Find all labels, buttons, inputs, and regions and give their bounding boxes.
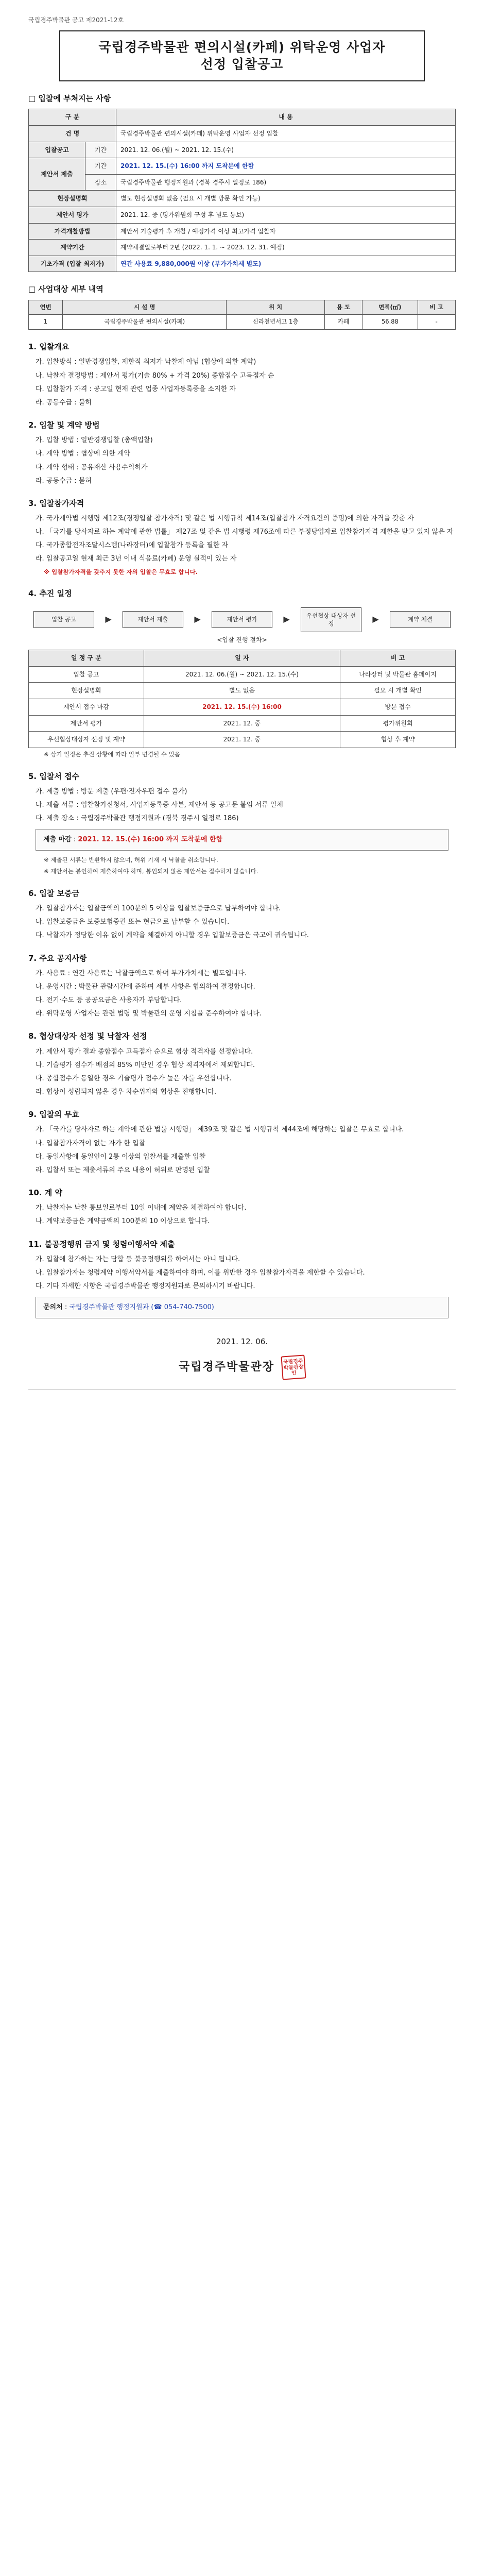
section-8-para: 나. 기술평가 점수가 배점의 85% 미만인 경우 협상 적격자에서 제외합니다. <box>36 1061 255 1069</box>
schedule-cell: 2021. 12. 15.(수) 16:00 <box>144 699 340 715</box>
overview-label: 가격개찰방법 <box>29 223 116 240</box>
overview-heading: □ 입찰에 부쳐지는 사항 <box>28 94 111 104</box>
overview-sub: 기간 <box>85 158 116 175</box>
section-9-para: 나. 입찰참가자격이 없는 자가 한 입찰 <box>36 1139 146 1147</box>
flow-step: 제안서 평가 <box>212 611 272 628</box>
schedule-cell: 2021. 12. 중 <box>144 732 340 748</box>
facility-cell: 56.88 <box>362 315 418 330</box>
section-3-note: ※ 입찰참가자격을 갖추지 못한 자의 입찰은 무효로 합니다. <box>44 568 198 575</box>
section-1-para: 나. 낙찰자 결정방법 : 제안서 평가(기술 80% + 가격 20%) 종합점수 고득점자 순 <box>36 371 274 380</box>
schedule-cell: 별도 없음 <box>144 683 340 699</box>
flow-step: 제안서 제출 <box>123 611 183 628</box>
section-5-para: 다. 제출 장소 : 국립경주박물관 행정지원과 (경북 경주시 일정로 186) <box>36 815 239 823</box>
section-2-heading: 2. 입찰 및 계약 방법 <box>28 420 100 430</box>
section-9-heading: 9. 입찰의 무효 <box>28 1110 80 1120</box>
flow-caption: <입찰 진행 절차> <box>217 636 267 643</box>
title-line-2: 선정 입찰공고 <box>200 57 284 72</box>
section-11-para: 다. 기타 자세한 사항은 국립경주박물관 행정지원과로 문의하시기 바랍니다. <box>36 1282 255 1291</box>
deadline-box: 제출 마감 : 2021. 12. 15.(수) 16:00 까지 도착분에 한함 <box>36 829 448 851</box>
section-7-para: 나. 운영시간 : 박물관 관람시간에 준하며 세부 사항은 협의하여 결정합니다. <box>36 983 255 991</box>
schedule-cell: 제안서 평가 <box>29 715 144 732</box>
schedule-table <box>28 650 456 748</box>
overview-value: 2021. 12. 06.(월) ~ 2021. 12. 15.(수) <box>116 142 456 158</box>
section-5-para: 가. 제출 방법 : 방문 제출 (우편·전자우편 접수 불가) <box>36 787 187 795</box>
facility-col: 연번 <box>29 300 63 315</box>
overview-value: 2021. 12. 중 (평가위원회 구성 후 별도 통보) <box>116 207 456 223</box>
section-2-para: 라. 공동수급 : 불허 <box>36 477 92 485</box>
organization-name: 국립경주박물관장 <box>178 1360 275 1374</box>
schedule-cell: 방문 접수 <box>340 699 456 715</box>
section-2-para: 가. 입찰 방법 : 일반경쟁입찰 (총액입찰) <box>36 436 153 445</box>
section-10-heading: 10. 계 약 <box>28 1188 62 1198</box>
section-1-heading: 1. 입찰개요 <box>28 342 70 352</box>
facility-cell: 신라천년서고 1층 <box>227 315 325 330</box>
table-row <box>29 683 456 699</box>
schedule-cell: 나라장터 및 박물관 홈페이지 <box>340 666 456 683</box>
section-3-para: 다. 국가종합전자조달시스템(나라장터)에 입찰참가 등록을 필한 자 <box>36 541 229 550</box>
table-header-row <box>29 300 456 315</box>
schedule-cell: 2021. 12. 중 <box>144 715 340 732</box>
section-5-heading: 5. 입찰서 접수 <box>28 771 80 781</box>
deadline-label: 제출 마감 <box>43 836 72 844</box>
overview-label: 제안서 평가 <box>29 207 116 223</box>
arrow-right-icon: ▶ <box>372 614 379 624</box>
overview-value: 국립경주박물관 편의시설(카페) 위탁운영 사업자 선정 입찰 <box>116 125 456 142</box>
table-row <box>29 240 456 256</box>
schedule-cell: 입찰 공고 <box>29 666 144 683</box>
table-row <box>29 142 456 158</box>
facility-table <box>28 300 456 330</box>
schedule-col: 비 고 <box>340 650 456 667</box>
contact-value: 국립경주박물관 행정지원과 (☎ 054-740-7500) <box>69 1303 214 1312</box>
facility-heading: □ 사업대상 세부 내역 <box>28 284 103 294</box>
facility-col: 위 치 <box>227 300 325 315</box>
table-header-row <box>29 109 456 126</box>
schedule-cell: 우선협상대상자 선정 및 계약 <box>29 732 144 748</box>
schedule-cell: 평가위원회 <box>340 715 456 732</box>
overview-value: 별도 현장설명회 없음 (필요 시 개별 방문 확인 가능) <box>116 191 456 207</box>
section-7-para: 라. 위탁운영 사업자는 관련 법령 및 박물관의 운영 지침을 준수하여야 합니다. <box>36 1010 262 1018</box>
table-row <box>29 315 456 330</box>
section-8-para: 라. 협상이 성립되지 않을 경우 차순위자와 협상을 진행합니다. <box>36 1088 217 1096</box>
notice-number: 국립경주박물관 공고 제2021-12호 <box>28 16 124 24</box>
facility-cell: 국립경주박물관 편의시설(카페) <box>62 315 226 330</box>
page-title <box>65 39 419 74</box>
table-row <box>29 666 456 683</box>
facility-cell: - <box>418 315 456 330</box>
section-7-heading: 7. 주요 공지사항 <box>28 953 87 963</box>
title-line-1: 국립경주박물관 편의시설(카페) 위탁운영 사업자 <box>98 39 386 55</box>
flow-step: 우선협상 대상자 선정 <box>301 607 361 632</box>
section-11-heading: 11. 불공정행위 금지 및 청렴이행서약 제출 <box>28 1239 175 1249</box>
schedule-cell: 현장설명회 <box>29 683 144 699</box>
schedule-cell: 필요 시 개별 확인 <box>340 683 456 699</box>
section-1-para: 라. 공동수급 : 불허 <box>36 398 92 406</box>
arrow-right-icon: ▶ <box>194 614 201 624</box>
table-row <box>29 732 456 748</box>
section-8-heading: 8. 협상대상자 선정 및 낙찰자 선정 <box>28 1031 147 1041</box>
official-seal-icon: 국립경주 박물관장인 <box>281 1354 306 1380</box>
section-6-para: 가. 입찰참가자는 입찰금액의 100분의 5 이상을 입찰보증금으로 납부하여야 합니다. <box>36 905 281 913</box>
overview-sub: 기간 <box>85 142 116 158</box>
section-8-para: 다. 종합점수가 동일한 경우 기술평가 점수가 높은 자를 우선합니다. <box>36 1074 232 1082</box>
section-9-para: 다. 동일사항에 동일인이 2통 이상의 입찰서를 제출한 입찰 <box>36 1153 206 1161</box>
section-10-para: 나. 계약보증금은 계약금액의 100분의 10 이상으로 합니다. <box>36 1217 210 1226</box>
section-5-para: 나. 제출 서류 : 입찰참가신청서, 사업자등록증 사본, 제안서 등 공고문 붙임 서류 일체 <box>36 801 283 809</box>
facility-col: 면적(㎡) <box>362 300 418 315</box>
overview-value: 국립경주박물관 행정지원과 (경북 경주시 일정로 186) <box>116 174 456 191</box>
facility-cell: 1 <box>29 315 63 330</box>
table-row <box>29 191 456 207</box>
overview-value: 연간 사용료 9,880,000원 이상 (부가가치세 별도) <box>116 256 456 272</box>
section-4-heading: 4. 추진 일정 <box>28 589 72 599</box>
schedule-col: 일 자 <box>144 650 340 667</box>
flow-step: 입찰 공고 <box>33 611 94 628</box>
overview-label: 제안서 제출 <box>29 158 85 191</box>
schedule-col: 일 정 구 분 <box>29 650 144 667</box>
section-6-heading: 6. 입찰 보증금 <box>28 888 80 898</box>
schedule-cell: 2021. 12. 06.(월) ~ 2021. 12. 15.(수) <box>144 666 340 683</box>
overview-sub: 장소 <box>85 174 116 191</box>
section-5-note: ※ 제안서는 봉인하여 제출하여야 하며, 봉인되지 않은 제안서는 접수하지 않습니다. <box>44 868 258 875</box>
facility-col: 시 설 명 <box>62 300 226 315</box>
section-1-para: 다. 입찰참가 자격 : 공고일 현재 관련 업종 사업자등록증을 소지한 자 <box>36 385 236 393</box>
overview-value: 제안서 기술평가 후 개찰 / 예정가격 이상 최고가격 입찰자 <box>116 223 456 240</box>
section-9-para: 가. 「국가를 당사자로 하는 계약에 관한 법률 시행령」 제39조 및 같은 법 시행규칙 제44조에 해당하는 입찰은 무효로 합니다. <box>36 1126 404 1134</box>
section-9-para: 라. 입찰서 또는 제출서류의 주요 내용이 허위로 판명된 입찰 <box>36 1166 210 1174</box>
title-box <box>59 30 425 82</box>
overview-label: 기초가격 (입찰 최저가) <box>29 256 116 272</box>
arrow-right-icon: ▶ <box>105 614 112 624</box>
process-flow <box>33 607 451 632</box>
flow-step: 계약 체결 <box>390 611 451 628</box>
section-3-para: 나. 「국가를 당사자로 하는 계약에 관한 법률」 제27조 및 같은 법 시행령 제76조에 따른 부정당업자로 입찰참가자격 제한을 받고 있지 않은 자 <box>36 528 454 536</box>
overview-label: 계약기간 <box>29 240 116 256</box>
table-row <box>29 223 456 240</box>
schedule-cell: 협상 후 계약 <box>340 732 456 748</box>
arrow-right-icon: ▶ <box>283 614 290 624</box>
overview-value: 2021. 12. 15.(수) 16:00 까지 도착분에 한함 <box>116 158 456 175</box>
section-3-heading: 3. 입찰참가자격 <box>28 498 84 508</box>
section-3-para: 라. 입찰공고일 현재 최근 3년 이내 식음료(카페) 운영 실적이 있는 자 <box>36 555 237 563</box>
section-11-para: 나. 입찰참가자는 청렴계약 이행서약서를 제출하여야 하며, 이를 위반한 경우 입찰참가자격을 제한할 수 있습니다. <box>36 1268 365 1277</box>
contact-label: 문의처 <box>43 1303 63 1312</box>
overview-label: 입찰공고 <box>29 142 85 158</box>
section-7-para: 가. 사용료 : 연간 사용료는 낙찰금액으로 하며 부가가치세는 별도입니다. <box>36 969 247 977</box>
facility-col: 용 도 <box>324 300 362 315</box>
deadline-value: 2021. 12. 15.(수) 16:00 까지 도착분에 한함 <box>78 836 223 844</box>
overview-table <box>28 109 456 272</box>
section-6-para: 나. 입찰보증금은 보증보험증권 또는 현금으로 납부할 수 있습니다. <box>36 918 230 926</box>
table-row <box>29 699 456 715</box>
footer-divider <box>28 1389 456 1393</box>
table-row <box>29 715 456 732</box>
section-6-para: 다. 낙찰자가 정당한 이유 없이 계약을 체결하지 아니할 경우 입찰보증금은 국고에 귀속됩니다. <box>36 931 309 940</box>
section-11-para: 가. 입찰에 참가하는 자는 담합 등 불공정행위를 하여서는 아니 됩니다. <box>36 1255 240 1263</box>
table-row <box>29 125 456 142</box>
section-2-para: 다. 계약 형태 : 공유재산 사용수익허가 <box>36 463 148 471</box>
table-row <box>29 158 456 175</box>
table-row <box>29 256 456 272</box>
section-1-para: 가. 입찰방식 : 일반경쟁입찰, 제한적 최저가 낙찰제 아님 (협상에 의한 계약) <box>36 358 256 366</box>
signature-row <box>28 1355 456 1379</box>
overview-label: 건 명 <box>29 125 116 142</box>
table-row <box>29 174 456 191</box>
section-8-para: 가. 제안서 평가 결과 종합점수 고득점자 순으로 협상 적격자를 선정합니다. <box>36 1047 253 1056</box>
section-3-para: 가. 국가계약법 시행령 제12조(경쟁입찰 참가자격) 및 같은 법 시행규칙 제14조(입찰참가 자격요건의 증명)에 의한 자격을 갖춘 자 <box>36 515 414 523</box>
facility-col: 비 고 <box>418 300 456 315</box>
facility-cell: 카페 <box>324 315 362 330</box>
section-5-note: ※ 제출된 서류는 반환하지 않으며, 허위 기재 시 낙찰을 취소합니다. <box>44 856 218 864</box>
overview-label: 현장설명회 <box>29 191 116 207</box>
overview-value: 계약체결일로부터 2년 (2022. 1. 1. ~ 2023. 12. 31. 예정) <box>116 240 456 256</box>
table-header-row <box>29 650 456 667</box>
closing-block <box>28 1336 456 1379</box>
section-10-para: 가. 낙찰자는 낙찰 통보일로부터 10일 이내에 계약을 체결하여야 합니다. <box>36 1204 247 1212</box>
contact-box: 문의처 : 국립경주박물관 행정지원과 (☎ 054-740-7500) <box>36 1297 448 1318</box>
section-2-para: 나. 계약 방법 : 협상에 의한 계약 <box>36 450 131 458</box>
overview-col-content: 내 용 <box>116 109 456 126</box>
table-row <box>29 207 456 223</box>
schedule-cell: 제안서 접수 마감 <box>29 699 144 715</box>
schedule-note: ※ 상기 일정은 추진 상황에 따라 일부 변경될 수 있음 <box>44 750 180 758</box>
closing-date: 2021. 12. 06. <box>216 1337 268 1347</box>
section-7-para: 다. 전기·수도 등 공공요금은 사용자가 부담합니다. <box>36 996 182 1005</box>
overview-col-item: 구 분 <box>29 109 116 126</box>
